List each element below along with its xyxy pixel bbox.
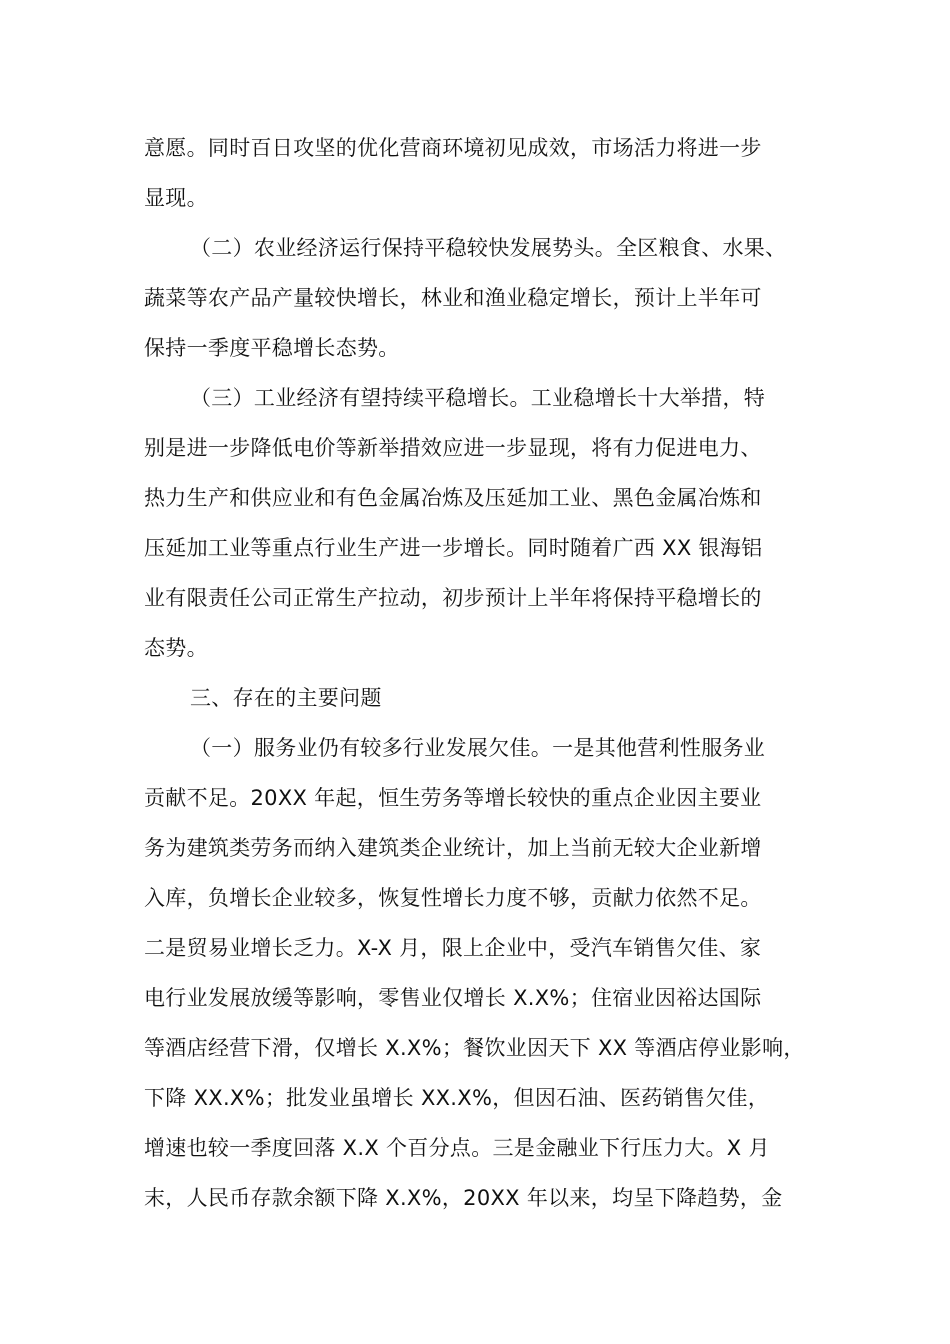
section-heading: （三）工业经济有望持续平稳增长。工业稳增长十大举措，特: [190, 386, 766, 410]
text-line: 蔬菜等农产品产量较快增长，林业和渔业稳定增长，预计上半年可: [144, 286, 762, 310]
text-line: 增速也较一季度回落 X.X 个百分点。三是金融业下行压力大。X 月: [144, 1136, 770, 1160]
text-line: 入库，负增长企业较多，恢复性增长力度不够，贡献力依然不足。: [144, 886, 762, 910]
text-line: 热力生产和供应业和有色金属冶炼及压延加工业、黑色金属冶炼和: [144, 486, 762, 510]
text-line: 下降 XX.X%；批发业虽增长 XX.X%，但因石油、医药销售欠佳，: [144, 1086, 770, 1110]
chapter-heading: 三、存在的主要问题: [190, 686, 382, 710]
text-line: 态势。: [144, 636, 208, 660]
text-line: 业有限责任公司正常生产拉动，初步预计上半年将保持平稳增长的: [144, 586, 762, 610]
text-line: 显现。: [144, 186, 208, 210]
text-line: 等酒店经营下滑，仅增长 X.X%；餐饮业因天下 XX 等酒店停业影响，: [144, 1036, 805, 1060]
text-line: 务为建筑类劳务而纳入建筑类企业统计，加上当前无较大企业新增: [144, 836, 762, 860]
text-line: 保持一季度平稳增长态势。: [144, 336, 400, 360]
section-heading: （一）服务业仍有较多行业发展欠佳。一是其他营利性服务业: [190, 736, 766, 760]
text-line: 末，人民币存款余额下降 X.X%，20XX 年以来，均呈下降趋势，金: [144, 1186, 783, 1210]
text-line: 二是贸易业增长乏力。X-X 月，限上企业中，受汽车销售欠佳、家: [144, 936, 762, 960]
text-line: 电行业发展放缓等影响，零售业仅增长 X.X%；住宿业因裕达国际: [144, 986, 762, 1010]
text-line: 意愿。同时百日攻坚的优化营商环境初见成效，市场活力将进一步: [144, 136, 762, 160]
section-heading: （二）农业经济运行保持平稳较快发展势头。全区粮食、水果、: [190, 236, 787, 260]
text-line: 压延加工业等重点行业生产进一步增长。同时随着广西 XX 银海铝: [144, 536, 763, 560]
text-line: 别是进一步降低电价等新举措效应进一步显现，将有力促进电力、: [144, 436, 762, 460]
text-line: 贡献不足。20XX 年起，恒生劳务等增长较快的重点企业因主要业: [144, 786, 762, 810]
